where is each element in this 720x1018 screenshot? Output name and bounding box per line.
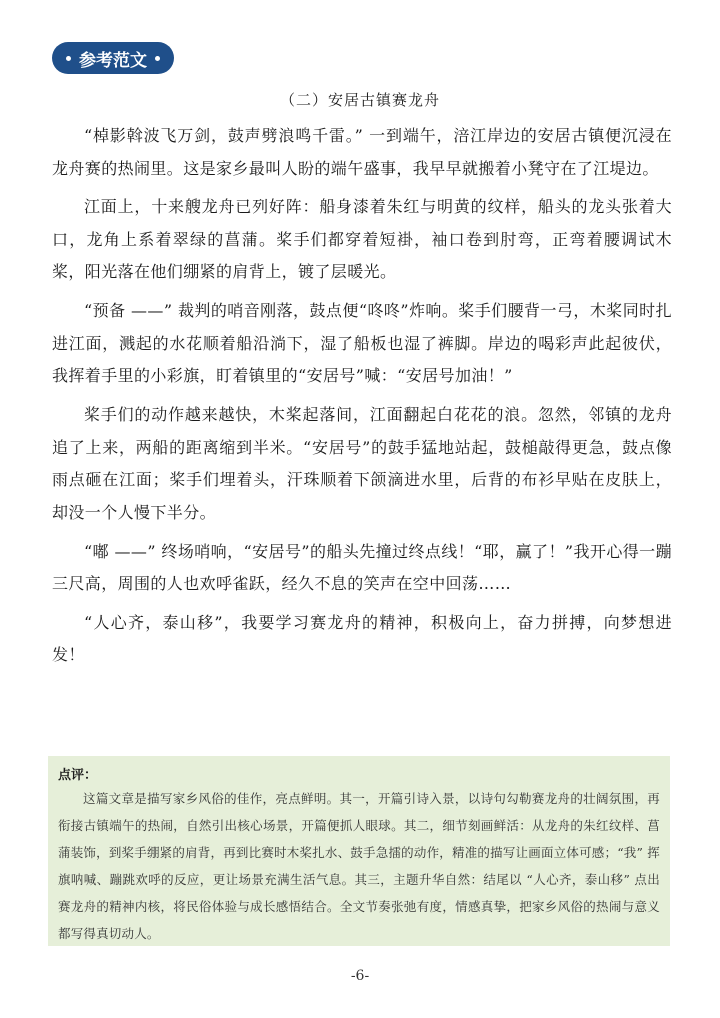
review-label: 点评： (58, 768, 98, 783)
paragraph: “嘟 ——” 终场哨响，“安居号”的船头先撞过终点线！“耶，赢了！”我开心得一蹦三尺高，周围的人也欢呼雀跃，经久不息的笑声在空中回荡…… (52, 541, 672, 594)
badge-label: 参考范文 (79, 50, 147, 71)
paragraph: “棹影斡波飞万剑，鼓声劈浪鸣千雷。” 一到端午，涪江岸边的安居古镇便沉浸在龙舟赛的热闹里。这是家乡最叫人盼的端午盛事，我早早就搬着小凳守在了江堤边。 (52, 126, 672, 178)
paragraph: “人心齐，泰山移”，我要学习赛龙舟的精神，积极向上，奋力拼搏，向梦想进发！ (52, 612, 672, 665)
page-number: -6- (350, 968, 370, 984)
article-body (52, 120, 672, 678)
article-title: （二）安居古镇赛龙舟 (279, 91, 440, 109)
paragraph: 江面上，十来艘龙舟已列好阵：船身漆着朱红与明黄的纹样，船头的龙头张着大口，龙角上系着翠绿的菖蒲。桨手们都穿着短褂，袖口卷到肘弯，正弯着腰调试木桨，阳光落在他们绷紧的肩背上，镀了层暖光。 (52, 197, 672, 282)
bullet-dot-icon (155, 56, 160, 61)
review-text: 这篇文章是描写家乡风俗的佳作，亮点鲜明。其一，开篇引诗入景，以诗句勾勒赛龙舟的壮阔氛围，再衔接古镇端午的热闹，自然引出核心场景，开篇便抓人眼球。其二，细节刻画鲜活：从龙舟的朱红纹样、菖蒲装饰，到桨手绷紧的肩背，再到比赛时木桨扎水、鼓手急擂的动作，精准的描写让画面立体可感；“我” 挥旗呐喊、蹦跳欢呼的反应，更让场景充满生活气息。其三，主题升华自然：结尾以 “人心齐，泰山移” 点出赛龙舟的精神内核，将民俗体验与成长感悟结合。全文节奏张弛有度，情感真挚，把家乡风俗的热闹与意义都写得真切动人。 (58, 791, 660, 941)
paragraph: 桨手们的动作越来越快，木桨起落间，江面翻起白花花的浪。忽然，邻镇的龙舟追了上来，两船的距离缩到半米。“安居号”的鼓手猛地站起，鼓槌敲得更急，鼓点像雨点砸在江面；桨手们埋着头，汗珠顺着下颌滴进水里，后背的布衫早贴在皮肤上，却没一个人慢下半分。 (52, 405, 672, 522)
review-box (48, 756, 670, 946)
bullet-dot-icon (66, 56, 71, 61)
paragraph: “预备 ——” 裁判的哨音刚落，鼓点便“咚咚”炸响。桨手们腰背一弓，木桨同时扎进江面，溅起的水花顺着船沿淌下，湿了船板也湿了裤脚。岸边的喝彩声此起彼伏，我挥着手里的小彩旗，盯着镇里的“安居号”喊：“安居号加油！” (52, 301, 672, 386)
section-badge (52, 42, 174, 74)
